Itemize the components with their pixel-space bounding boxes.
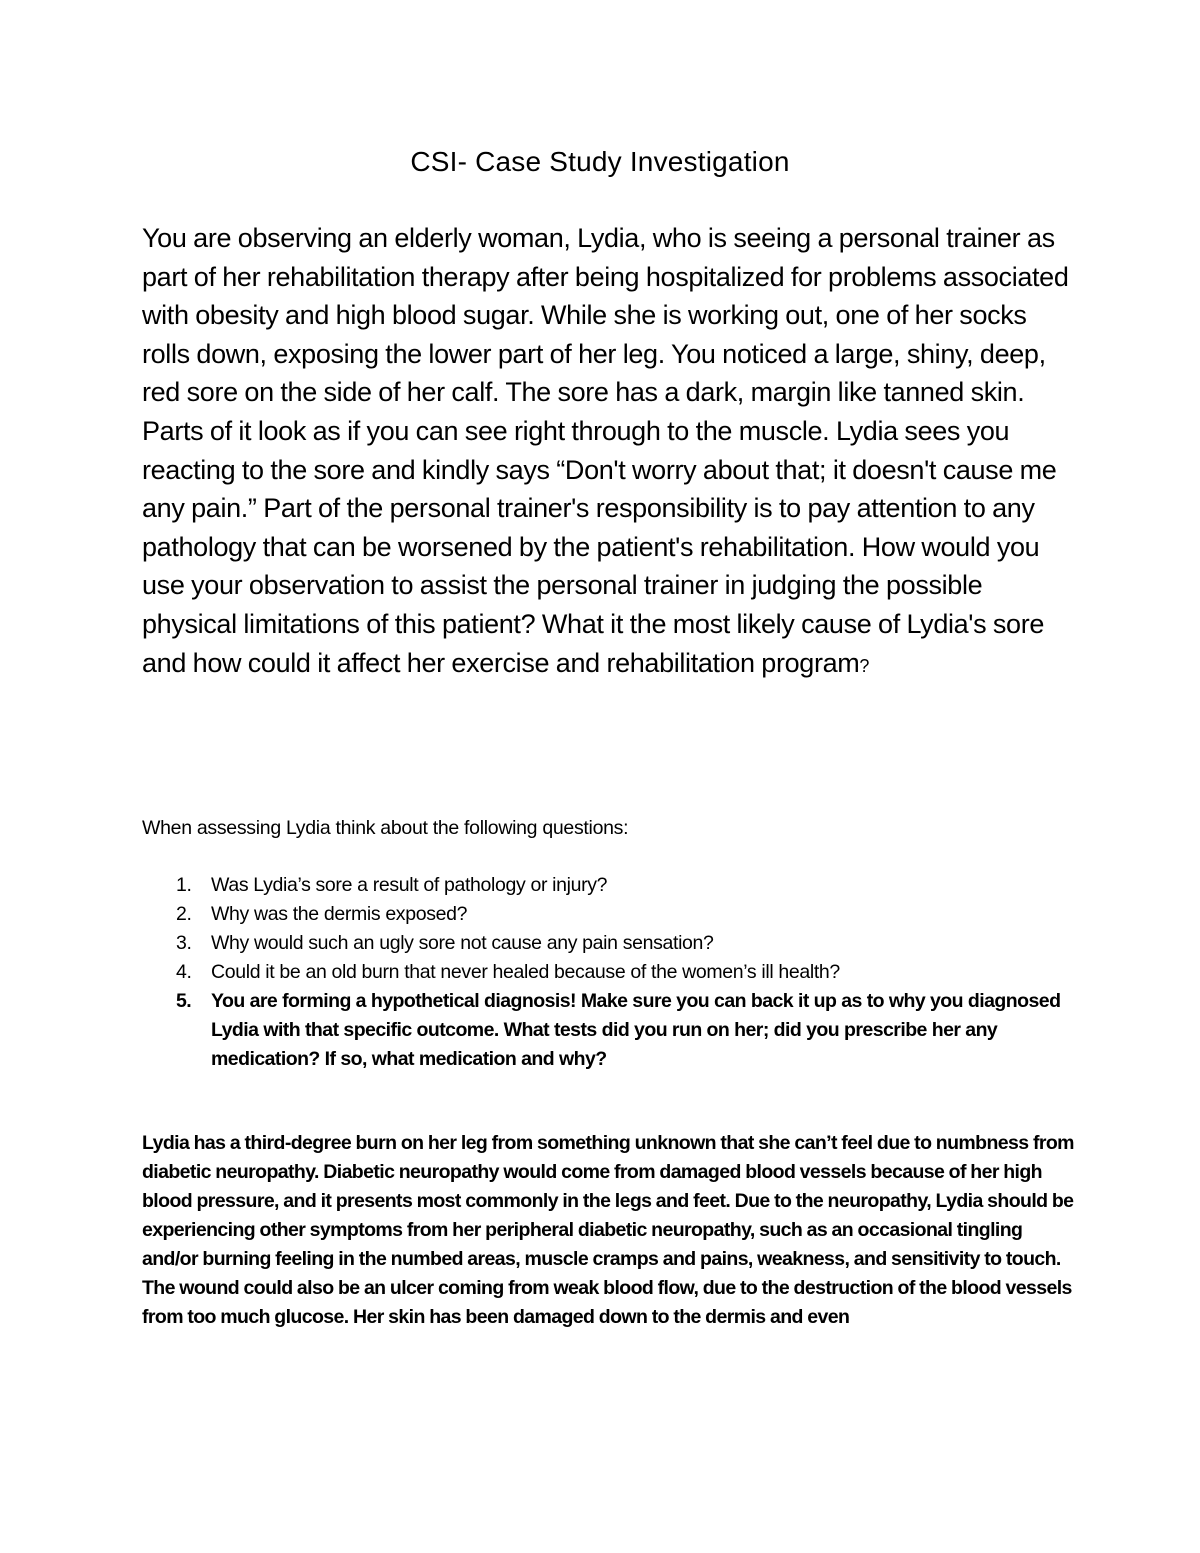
question-text: Could it be an old burn that never healed because of the women’s ill health? xyxy=(211,961,840,983)
page-title: CSI- Case Study Investigation xyxy=(410,146,790,177)
case-scenario-end-mark: ? xyxy=(859,655,870,676)
question-item xyxy=(142,871,1077,900)
questions-intro: When assessing Lydia think about the following questions: xyxy=(142,817,629,839)
question-item xyxy=(142,900,1077,929)
question-text: You are forming a hypothetical diagnosis! Make sure you can back it up as to why you diagnosed Lydia with that specific outcome. What tests did you run on her; did you prescribe her any medication? If so, what medication and why? xyxy=(211,990,1061,1070)
question-item xyxy=(142,958,1077,987)
question-text: Was Lydia’s sore a result of pathology or injury? xyxy=(211,874,608,896)
question-item xyxy=(142,987,1077,1074)
case-scenario-paragraph xyxy=(142,219,1077,685)
question-text: Why would such an ugly sore not cause any pain sensation? xyxy=(211,932,714,954)
case-scenario-text: You are observing an elderly woman, Lydia, who is seeing a personal trainer as part of her rehabilitation therapy after being hospitalized for problems associated with obesity and high blood sugar. While she is working out, one of her socks rolls down, exposing the lower part of her leg. You noticed a large, shiny, deep, red sore on the side of her calf. The sore has a dark, margin like tanned skin. Parts of it look as if you can see right through to the muscle. Lydia sees you reacting to the sore and kindly says “Don't worry about that; it doesn't cause me any pain.” Part of the personal trainer's responsibility is to pay attention to any pathology that can be worsened by the patient's rehabilitation. How would you use your observation to assist the personal trainer in judging the possible physical limitations of this patient? What it the most likely cause of Lydia's sore and how could it affect her exercise and rehabilitation program xyxy=(142,223,1069,678)
question-text: Why was the dermis exposed? xyxy=(211,903,468,925)
question-number: 4. xyxy=(176,961,192,983)
question-number: 2. xyxy=(176,903,192,925)
question-number: 1. xyxy=(176,874,192,896)
question-number: 3. xyxy=(176,932,192,954)
questions-list xyxy=(142,871,1077,1074)
question-item xyxy=(142,929,1077,958)
answer-paragraph: Lydia has a third-degree burn on her leg from something unknown that she can’t feel due to numbness from diabetic neuropathy. Diabetic neuropathy would come from damaged blood vessels because of her high blood pressure, and it presents most commonly in the legs and feet. Due to the neuropathy, Lydia should be experiencing other symptoms from her peripheral diabetic neuropathy, such as an occasional tingling and/or burning feeling in the numbed areas, muscle cramps and pains, weakness, and sensitivity to touch. The wound could also be an ulcer coming from weak blood flow, due to the destruction of the blood vessels from too much glucose. Her skin has been damaged down to the dermis and even xyxy=(142,1132,1074,1328)
question-number: 5. xyxy=(176,990,192,1012)
